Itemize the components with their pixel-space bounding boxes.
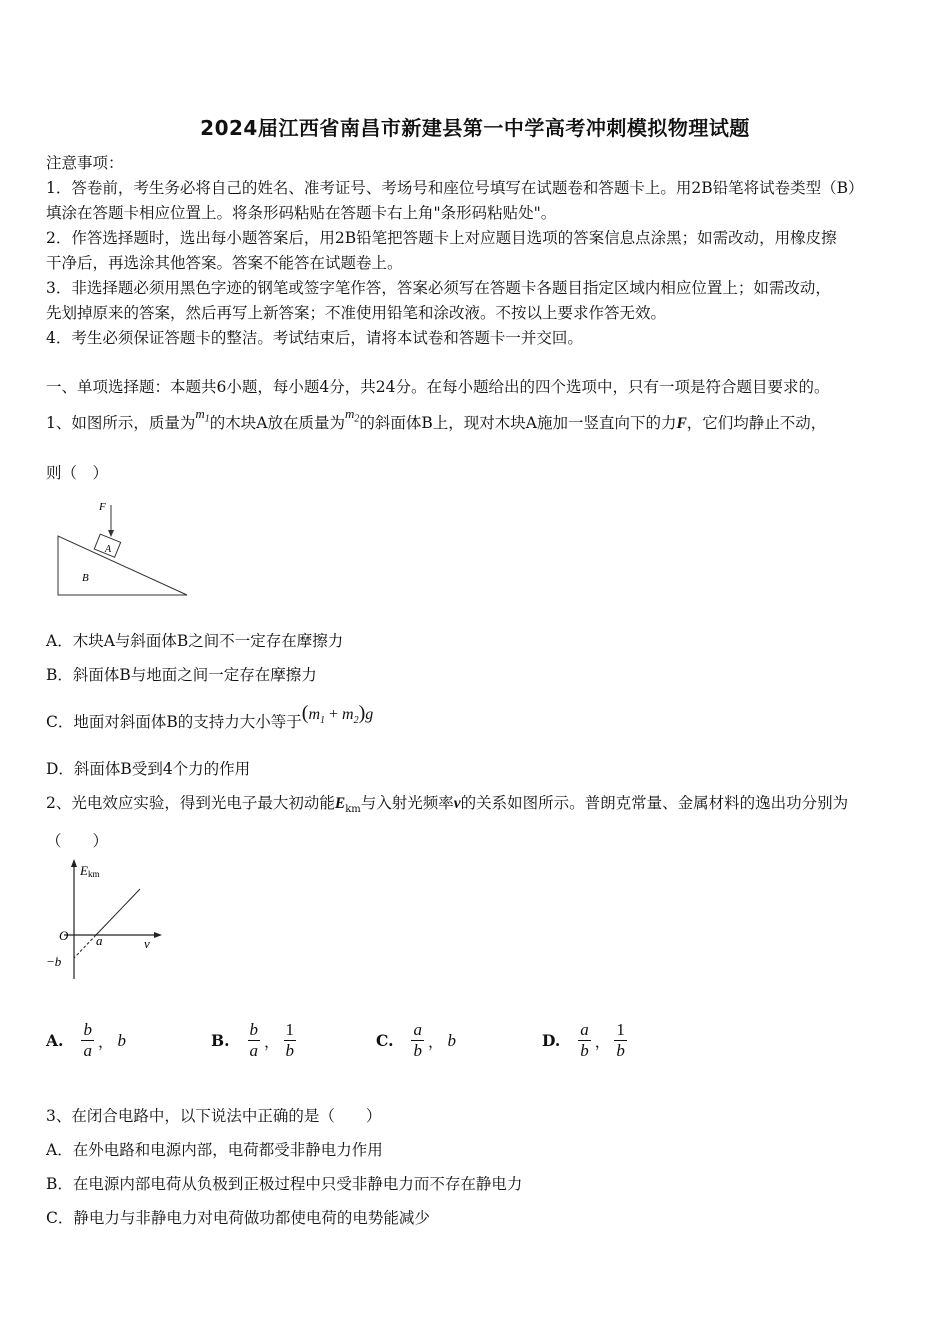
q1-option-a: A．木块A与斜面体B之间不一定存在摩擦力 [46, 632, 344, 650]
q2-option-a: A. $\frac{b}{a}$ ， b [46, 1020, 126, 1060]
notice-line: 3．非选择题必须用黑色字迹的钢笔或签字笔作答，答案必须写在答题卡各题目指定区域内相应位置上；如需改动， [46, 279, 831, 297]
wedge-label: B [82, 572, 89, 584]
incline-figure [50, 492, 195, 602]
var-m2: m2 [344, 406, 360, 425]
q3-option-c: C．静电力与非静电力对电荷做功都使电荷的电势能减少 [46, 1209, 430, 1227]
block-label: A [105, 544, 112, 555]
origin-label: O [59, 928, 69, 943]
notice-line: 4．考生必须保证答题卡的整洁。考试结束后，请将本试卷和答题卡一并交回。 [46, 329, 583, 347]
ek-nu-graph [42, 855, 172, 985]
wedge-b [58, 536, 187, 595]
section-heading: 一、单项选择题：本题共6小题，每小题4分，共24分。在每小题给出的四个选项中，只有一项是符合题目要求的。 [46, 378, 830, 396]
q3-option-b: B．在电源内部电荷从负极到正极过程中只受非静电力而不存在静电力 [46, 1175, 523, 1193]
var-m1: m1 [195, 406, 210, 425]
notice-line: 1．答卷前，考生务必将自己的姓名、准考证号、考场号和座位号填写在试题卷和答题卡上。用2B铅笔将试卷类型（B） [46, 179, 864, 197]
q2-stem: 2、光电效应实验，得到光电子最大初动能$E_{km}$与入射光频率ν的关系如图所示。普朗克常量、金属材料的逸出功分别为 [46, 794, 849, 816]
notice-line: 填涂在答题卡相应位置上。将条形码粘贴在答题卡右上角"条形码粘贴处"。 [46, 204, 557, 222]
notice-line: 先划掉原来的答案，然后再写上新答案；不准使用铅笔和涂改液。不按以上要求作答无效。 [46, 304, 667, 322]
notice-line: 2．作答选择题时，选出每小题答案后，用2B铅笔把答题卡上对应题目选项的答案信息点涂黑；如需改动，用橡皮擦 [46, 229, 837, 247]
q2-stem-end: （ ） [46, 832, 109, 850]
intercept-a: a [96, 933, 103, 948]
q3-stem: 3、在闭合电路中，以下说法中正确的是（ ） [46, 1107, 382, 1125]
q1-option-d: D．斜面体B受到4个力的作用 [46, 760, 251, 778]
formula: $(m_1 + m_2)g$ [301, 702, 374, 727]
page-title: 2024届江西省南昌市新建县第一中学高考冲刺模拟物理试题 [200, 116, 750, 140]
q3-option-a: A．在外电路和电源内部，电荷都受非静电力作用 [46, 1141, 383, 1159]
notice-heading: 注意事项： [46, 154, 124, 172]
q2-option-c: C. $\frac{a}{b}$ ， b [376, 1020, 456, 1060]
q1-stem-end: 则（ ） [46, 464, 109, 482]
force-label: F [99, 501, 106, 513]
q1-stem: 1、如图所示，质量为$^{m_1}$的木块A放在质量为$^{m_2}$的斜面体B上，现对木块A施加一竖直向下的力F，它们均静止不动， [46, 406, 827, 432]
notice-line: 干净后，再选涂其他答案。答案不能答在试题卷上。 [46, 254, 403, 272]
q1-option-c: C．地面对斜面体B的支持力大小等于$(m_1 + m_2)g$ [46, 702, 374, 731]
y-axis-label: Ekm [80, 863, 100, 879]
intercept-b: −b [46, 954, 62, 969]
q1-option-b: B．斜面体B与地面之间一定存在摩擦力 [46, 666, 317, 684]
x-axis-label: ν [144, 936, 150, 951]
q2-option-d: D. $\frac{a}{b}$ ， $\frac{1}{b}$ [542, 1020, 625, 1060]
q2-option-b: B. $\frac{b}{a}$ ， $\frac{1}{b}$ [211, 1020, 295, 1060]
